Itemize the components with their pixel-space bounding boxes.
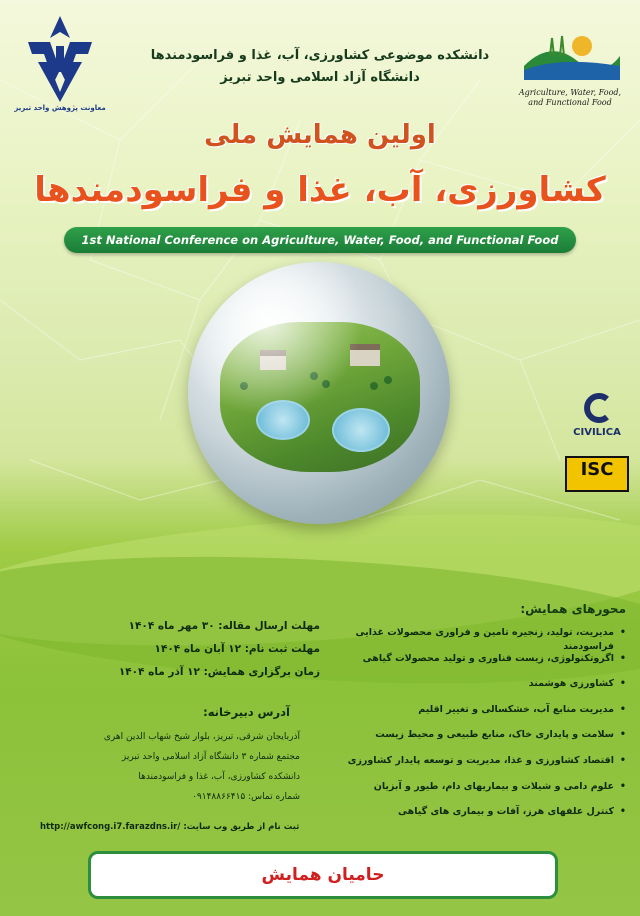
faculty-name: دانشکده موضوعی کشاورزی، آب، غذا و فراسودمندها — [150, 48, 490, 63]
registration-website-link[interactable]: http://awfcong.i7.farazdns.ir/ :ثبت نام از طریق وب سایت — [40, 822, 300, 832]
topics-list — [326, 626, 626, 831]
university-caption: معاونت پژوهش واحد تبریز — [14, 104, 106, 112]
civilica-logo — [563, 393, 631, 438]
isc-label: ISC — [580, 459, 614, 480]
university-logo — [14, 12, 106, 122]
topic-item: • کنترل علفهای هرز، آفات و بیماری های گیاهی — [326, 805, 626, 831]
agriculture-landscape-logo-icon — [520, 26, 620, 84]
contact-phone: شماره تماس: ۰۹۱۴۸۸۶۶۴۱۵ — [192, 792, 300, 802]
address-line: دانشکده کشاورزی، آب، غذا و فراسودمندها — [138, 772, 300, 782]
topics-heading: محورهای همایش: — [520, 602, 626, 616]
conference-logo-caption: Agriculture, Water, Food, and Functional Food — [518, 88, 622, 107]
sponsors-label: حامیان همایش — [261, 865, 385, 885]
deadlines-block — [70, 620, 320, 689]
conference-title-prefix: اولین همایش ملی — [204, 120, 436, 150]
university-name: دانشگاه آزاد اسلامی واحد تبریز — [220, 70, 420, 85]
topic-item: • اگروتکنولوژی، زیست فناوری و تولید محصولات گیاهی — [326, 652, 626, 678]
sponsors-box — [88, 851, 558, 899]
conference-logo — [514, 26, 626, 116]
address-line: آذربایجان شرقی، تبریز، بلوار شیخ شهاب الدین اهری — [103, 732, 300, 742]
registration-deadline: مهلت ثبت نام: ۱۲ آبان ماه ۱۴۰۴ — [154, 643, 320, 655]
topic-item: • مدیریت منابع آب، خشکسالی و تغییر اقلیم — [326, 703, 626, 729]
secretariat-address-heading: آدرس دبیرخانه: — [203, 705, 290, 719]
civilica-c-icon — [577, 393, 617, 423]
globe-illustration — [188, 262, 450, 524]
topic-item: • سلامت و پایداری خاک، منابع طبیعی و محیط زیست — [326, 728, 626, 754]
english-title-banner: 1st National Conference on Agriculture, Water, Food, and Functional Food — [64, 227, 576, 253]
topic-item: • اقتصاد کشاورزی و غذا، مدیریت و توسعه پایدار کشاورزی — [326, 754, 626, 780]
submission-deadline: مهلت ارسال مقاله: ۳۰ مهر ماه ۱۴۰۴ — [128, 620, 320, 632]
topic-item: • کشاورزی هوشمند — [326, 677, 626, 703]
topic-item: • مدیریت، تولید، زنجیره تامین و فراوری محصولات غذایی فراسودمند — [326, 626, 626, 652]
civilica-label: CIVILICA — [573, 427, 621, 438]
isc-logo — [565, 456, 629, 492]
secretariat-address — [40, 732, 300, 812]
topic-item: • علوم دامی و شیلات و بیماریهای دام، طیور و آبزیان — [326, 780, 626, 806]
address-line: مجتمع شماره ۳ دانشگاه آزاد اسلامی واحد تبریز — [121, 752, 300, 762]
event-date: زمان برگزاری همایش: ۱۲ آذر ماه ۱۴۰۴ — [118, 666, 320, 678]
azad-university-emblem-icon — [20, 12, 100, 102]
conference-title: کشاورزی، آب، غذا و فراسودمندها — [34, 170, 606, 210]
globe-highlight — [188, 262, 450, 524]
